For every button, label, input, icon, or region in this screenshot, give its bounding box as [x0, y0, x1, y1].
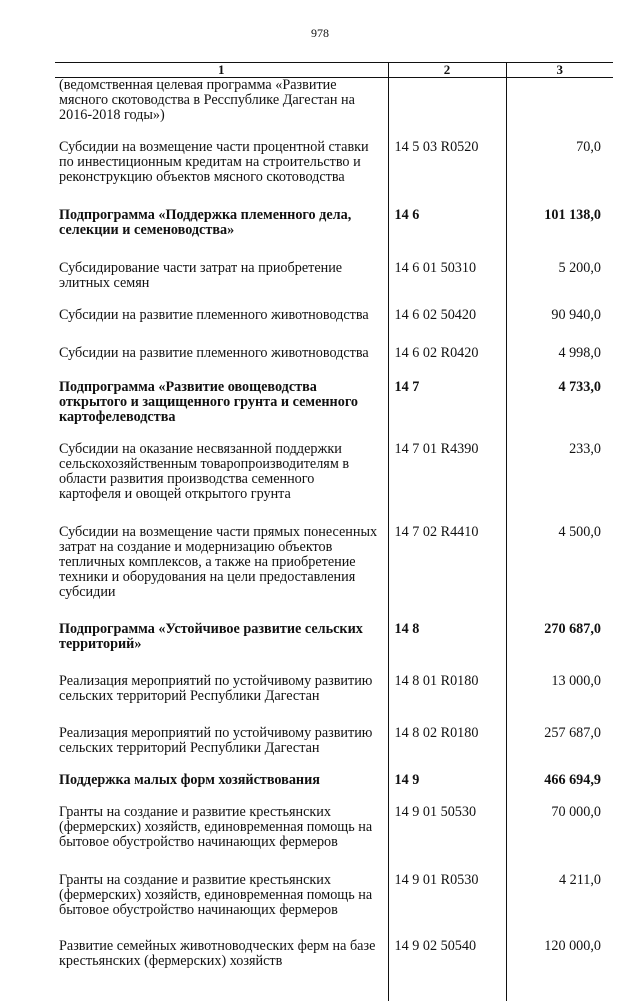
table-row: [55, 805, 613, 873]
row-amount-cell: 4 500,0: [506, 525, 613, 622]
row-amount-cell: 270 687,0: [506, 622, 613, 674]
row-code-cell: 14 7 02 R4410: [388, 525, 506, 622]
row-amount-cell: [506, 78, 613, 141]
row-code-cell: 14 8 02 R0180: [388, 726, 506, 773]
table-body: [55, 78, 613, 1001]
row-name-cell: Реализация мероприятий по устойчивому развитию сельских территорий Республики Дагестан: [55, 674, 388, 726]
row-code-cell: 14 8 01 R0180: [388, 674, 506, 726]
table-header-row: [55, 63, 613, 78]
row-name-cell: Подпрограмма «Развитие овощеводства открытого и защищенного грунта и семенного картофелеводства: [55, 380, 388, 442]
row-name-cell: Субсидирование части затрат на приобретение элитных семян: [55, 261, 388, 308]
row-amount-cell: 101 138,0: [506, 208, 613, 261]
row-code-cell: 14 7 01 R4390: [388, 442, 506, 525]
filler-cell: [506, 969, 613, 1001]
budget-table: [55, 62, 613, 1001]
row-name-cell: Субсидии на возмещение части процентной ставки по инвестиционным кредитам на строительство и реконструкцию объектов мясного скотоводства: [55, 140, 388, 208]
row-amount-cell: 13 000,0: [506, 674, 613, 726]
filler-cell: [55, 969, 388, 1001]
row-name-cell: Субсидии на развитие племенного животноводства: [55, 308, 388, 346]
row-amount-cell: 120 000,0: [506, 939, 613, 969]
row-code-cell: [388, 78, 506, 141]
row-amount-cell: 70,0: [506, 140, 613, 208]
row-amount-cell: 70 000,0: [506, 805, 613, 873]
table-row: [55, 726, 613, 773]
row-amount-cell: 4 998,0: [506, 346, 613, 380]
table-row: [55, 78, 613, 141]
table-row: [55, 873, 613, 939]
row-code-cell: 14 9 01 50530: [388, 805, 506, 873]
row-name-cell: Субсидии на развитие племенного животноводства: [55, 346, 388, 380]
row-name-cell: Гранты на создание и развитие крестьянских (фермерских) хозяйств, единовременная помощь на бытовое обустройство начинающих фермеров: [55, 873, 388, 939]
filler-cell: [388, 969, 506, 1001]
row-name-cell: Субсидии на оказание несвязанной поддержки сельскохозяйственным товаропроизводителям в области развития производства семенного картофеля и овощей открытого грунта: [55, 442, 388, 525]
row-name-cell: Подпрограмма «Поддержка племенного дела, селекции и семеноводства»: [55, 208, 388, 261]
row-code-cell: 14 6: [388, 208, 506, 261]
row-code-cell: 14 9: [388, 773, 506, 805]
row-code-cell: 14 9 02 50540: [388, 939, 506, 969]
table-row: [55, 346, 613, 380]
row-code-cell: 14 6 02 R0420: [388, 346, 506, 380]
table-row: [55, 140, 613, 208]
row-amount-cell: 257 687,0: [506, 726, 613, 773]
table-row: [55, 308, 613, 346]
row-code-cell: 14 8: [388, 622, 506, 674]
row-name-cell: Реализация мероприятий по устойчивому развитию сельских территорий Республики Дагестан: [55, 726, 388, 773]
row-name-cell: Гранты на создание и развитие крестьянских (фермерских) хозяйств, единовременная помощь на бытовое обустройство начинающих фермеров: [55, 805, 388, 873]
section-row: [55, 380, 613, 442]
row-code-cell: 14 6 02 50420: [388, 308, 506, 346]
table-row: [55, 525, 613, 622]
row-amount-cell: 90 940,0: [506, 308, 613, 346]
filler-row: [55, 969, 613, 1001]
column-header-1: 1: [55, 63, 388, 78]
table-row: [55, 939, 613, 969]
row-amount-cell: 5 200,0: [506, 261, 613, 308]
row-amount-cell: 4 733,0: [506, 380, 613, 442]
row-name-cell: Подпрограмма «Устойчивое развитие сельских территорий»: [55, 622, 388, 674]
row-name-cell: Поддержка малых форм хозяйствования: [55, 773, 388, 805]
section-row: [55, 773, 613, 805]
column-header-3: 3: [506, 63, 613, 78]
page-number: 978: [0, 26, 640, 41]
row-amount-cell: 466 694,9: [506, 773, 613, 805]
row-code-cell: 14 6 01 50310: [388, 261, 506, 308]
section-row: [55, 208, 613, 261]
table-row: [55, 674, 613, 726]
row-name-cell: Развитие семейных животноводческих ферм на базе крестьянских (фермерских) хозяйств: [55, 939, 388, 969]
row-code-cell: 14 5 03 R0520: [388, 140, 506, 208]
table-row: [55, 442, 613, 525]
row-amount-cell: 4 211,0: [506, 873, 613, 939]
row-name-cell: Субсидии на возмещение части прямых понесенных затрат на создание и модернизацию объектов тепличных комплексов, а также на приобретение техники и оборудования на цели предоставления субсидии: [55, 525, 388, 622]
row-code-cell: 14 7: [388, 380, 506, 442]
row-code-cell: 14 9 01 R0530: [388, 873, 506, 939]
row-name-cell: (ведомственная целевая программа «Развитие мясного скотоводства в Реcспублике Дагестан на 2016-2018 годы»): [55, 78, 388, 141]
section-row: [55, 622, 613, 674]
table-row: [55, 261, 613, 308]
column-header-2: 2: [388, 63, 506, 78]
row-amount-cell: 233,0: [506, 442, 613, 525]
